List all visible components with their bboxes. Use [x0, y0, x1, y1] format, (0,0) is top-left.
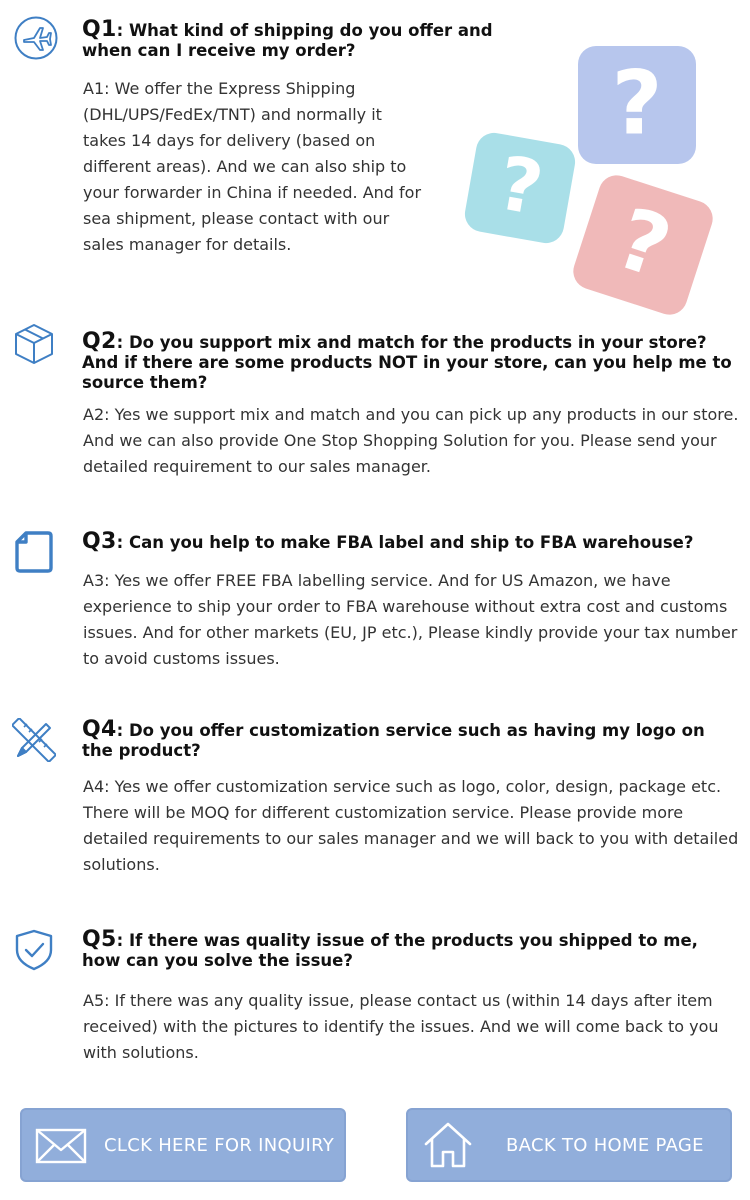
answer-2: A2: Yes we support mix and match and you can pick up any products in our store. And we can also provide One Stop Shopping Solution for you. Please send your detailed requirement to our sales manager. [83, 405, 739, 476]
home-page-button[interactable] [406, 1108, 732, 1182]
question-text: : Do you support mix and match for the products in your store? And if there are some products NOT in your store, can you help me to source them? [82, 333, 732, 392]
question-mark-glyph: ? [605, 189, 682, 298]
question-number: Q4 [82, 717, 117, 742]
shield-check-icon [12, 928, 56, 972]
box-icon [12, 322, 56, 366]
question-text: : What kind of shipping do you offer and when can I receive my order? [82, 21, 493, 60]
inquiry-button[interactable] [20, 1108, 346, 1182]
question-mark-tile-cyan [462, 130, 578, 246]
question-mark-glyph: ? [491, 140, 549, 233]
question-text: : Do you offer customization service such as having my logo on the product? [82, 721, 705, 760]
document-icon [12, 530, 56, 574]
question-3 [82, 529, 732, 554]
question-mark-tile-blue [578, 46, 696, 164]
question-1 [82, 17, 522, 61]
answer-1: A1: We offer the Express Shipping (DHL/UPS/FedEx/TNT) and normally it takes 14 days for delivery (based on different areas). And we can also ship to your forwarder in China if needed. And for sea shipment, please contact with our sales manager for details. [83, 79, 422, 254]
inquiry-button-label: CLCK HERE FOR INQUIRY [104, 1134, 335, 1156]
question-number: Q1 [82, 17, 117, 42]
question-number: Q3 [82, 529, 117, 554]
question-text: : If there was quality issue of the products you shipped to me, how can you solve the issue? [82, 931, 698, 970]
question-text: : Can you help to make FBA label and ship to FBA warehouse? [116, 533, 694, 552]
answer-3: A3: Yes we offer FREE FBA labelling service. And for US Amazon, we have experience to ship your order to FBA warehouse without extra cost and customs issues. And for other markets (EU, JP etc.), Please kindly provide your tax number to avoid customs issues. [83, 571, 738, 668]
airplane-icon [14, 16, 58, 60]
question-mark-glyph: ? [611, 51, 663, 155]
question-2 [82, 329, 732, 393]
question-number: Q5 [82, 927, 117, 952]
question-5 [82, 927, 732, 971]
envelope-icon [34, 1120, 90, 1170]
answer-5: A5: If there was any quality issue, please contact us (within 14 days after item received) with the pictures to identify the issues. And we will come back to you with solutions. [83, 991, 719, 1062]
question-mark-tile-red [569, 171, 718, 320]
ruler-pencil-icon [12, 718, 56, 762]
question-number: Q2 [82, 329, 117, 354]
home-page-button-label: BACK TO HOME PAGE [506, 1134, 704, 1156]
home-icon [420, 1120, 476, 1170]
question-4 [82, 717, 732, 761]
answer-4: A4: Yes we offer customization service such as logo, color, design, package etc. There will be MOQ for different customization service. Please provide more detailed requirements to our sales manager and we will back to you with detailed solutions. [83, 777, 739, 874]
